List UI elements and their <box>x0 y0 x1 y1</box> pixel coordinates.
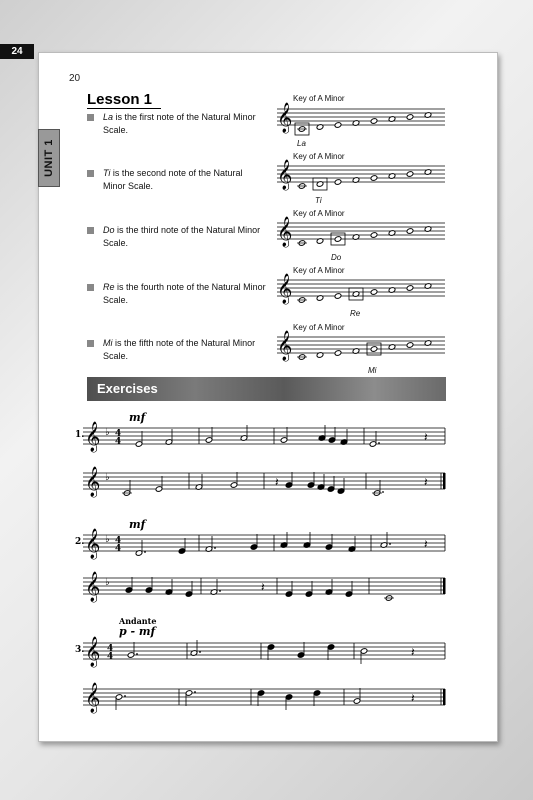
dot <box>378 442 380 444</box>
key-label-5: Key of A Minor <box>293 323 345 332</box>
exercise-number-2: 2. <box>75 537 85 547</box>
flat-icon: ♭ <box>105 472 110 483</box>
treble-clef-icon: 𝄞 <box>277 103 293 133</box>
quarter-rest-icon: 𝄽 <box>424 430 428 444</box>
bullet-note: Do <box>103 225 115 235</box>
dot <box>124 695 126 697</box>
book-page <box>38 52 498 742</box>
bullet-note: Mi <box>103 338 113 348</box>
flat-icon: ♭ <box>105 534 110 545</box>
exercise-number-3: 3. <box>75 645 85 655</box>
flat-icon: ♭ <box>105 577 110 588</box>
time-signature: 4 <box>115 437 122 447</box>
time-signature: 4 <box>115 544 122 554</box>
bullet-text: is the fifth note of the Natural Minor Scale. <box>103 338 256 361</box>
exercise-staves <box>39 53 497 741</box>
unit-tab-label: UNIT 1 <box>43 139 55 177</box>
treble-clef-icon: 𝄞 <box>85 422 101 452</box>
dot <box>199 651 201 653</box>
treble-clef-icon: 𝄞 <box>277 217 293 247</box>
treble-clef-icon: 𝄞 <box>85 467 101 497</box>
dot <box>136 653 138 655</box>
dynamic-mark-1: mf <box>129 411 146 424</box>
treble-clef-icon: 𝄞 <box>277 274 293 304</box>
treble-clef-icon: 𝄞 <box>85 529 101 559</box>
bullet-note: Re <box>103 282 115 292</box>
flat-icon: ♭ <box>105 427 110 438</box>
final-barline <box>443 689 446 705</box>
bullet-text: is the third note of the Natural Minor Scale. <box>103 225 261 248</box>
key-label-3: Key of A Minor <box>293 209 345 218</box>
treble-clef-icon: 𝄞 <box>85 572 101 602</box>
treble-clef-icon: 𝄞 <box>277 160 293 190</box>
time-signature: 4 <box>107 652 114 662</box>
scale-note-name: Ti <box>315 196 322 205</box>
lesson-title: Lesson 1 <box>87 91 161 109</box>
dot <box>144 551 146 553</box>
scale-note-name: La <box>297 139 306 148</box>
time-signature: 4 <box>115 429 122 439</box>
time-signature: 4 <box>107 644 114 654</box>
treble-clef-icon: 𝄞 <box>85 637 101 667</box>
printed-page-number: 20 <box>69 73 81 84</box>
scale-note-name: Re <box>350 309 361 318</box>
scale-note-name: Mi <box>368 366 377 375</box>
bullet-text: is the first note of the Natural Minor Scale. <box>103 112 256 135</box>
quarter-rest-icon: 𝄽 <box>275 475 279 489</box>
bullet-text: is the second note of the Natural Minor Scale. <box>103 168 243 191</box>
dot <box>389 543 391 545</box>
bullet-text: is the fourth note of the Natural Minor Scale. <box>103 282 266 305</box>
exercises-banner-label: Exercises <box>97 381 158 396</box>
quarter-rest-icon: 𝄽 <box>261 580 265 594</box>
key-label-4: Key of A Minor <box>293 266 345 275</box>
dot <box>214 547 216 549</box>
quarter-rest-icon: 𝄽 <box>411 645 415 659</box>
dot <box>194 691 196 693</box>
final-barline <box>443 473 446 489</box>
dot <box>219 590 221 592</box>
bullet-note: Ti <box>103 168 111 178</box>
tempo-mark-3: Andante <box>119 616 157 626</box>
dynamic-mark-2: mf <box>129 518 146 531</box>
page-tab: 24 <box>0 44 34 59</box>
dynamic-mark-3: p - mf <box>119 625 156 638</box>
bullet-note: La <box>103 112 114 122</box>
quarter-rest-icon: 𝄽 <box>411 691 415 705</box>
dot <box>382 491 384 493</box>
key-label-1: Key of A Minor <box>293 94 345 103</box>
treble-clef-icon: 𝄞 <box>85 683 101 713</box>
exercise-number-1: 1. <box>75 430 85 440</box>
final-barline <box>443 578 446 594</box>
quarter-rest-icon: 𝄽 <box>424 537 428 551</box>
key-label-2: Key of A Minor <box>293 152 345 161</box>
treble-clef-icon: 𝄞 <box>277 331 293 361</box>
time-signature: 4 <box>115 536 122 546</box>
quarter-rest-icon: 𝄽 <box>424 475 428 489</box>
scale-note-name: Do <box>331 253 342 262</box>
